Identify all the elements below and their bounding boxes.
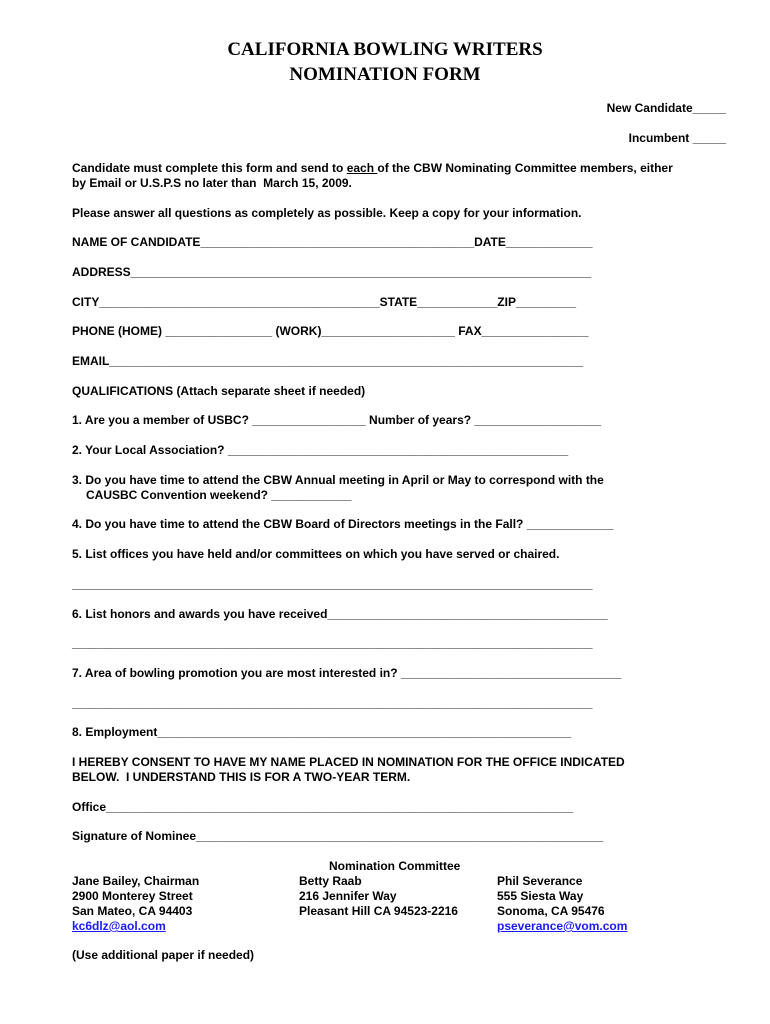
intro-line1: Candidate must complete this form and send to each of the CBW Nominating Committee members, either <box>72 161 673 175</box>
member-name: Jane Bailey, Chairman <box>72 874 200 888</box>
city-state-zip-field[interactable]: CITY__________________________________________STATE____________ZIP_________ <box>72 295 577 309</box>
member-street: 216 Jennifer Way <box>299 889 397 903</box>
question-2[interactable]: 2. Your Local Association? ___________________________________________________ <box>72 443 569 457</box>
question-6[interactable]: 6. List honors and awards you have received__________________________________________ <box>72 607 608 621</box>
member-street: 555 Siesta Way <box>497 889 584 903</box>
form-title-line2: NOMINATION FORM <box>289 64 481 85</box>
incumbent-field[interactable]: Incumbent _____ <box>628 131 726 145</box>
question-3-line1: 3. Do you have time to attend the CBW Annual meeting in April or May to correspond with the <box>72 473 604 487</box>
member-name: Phil Severance <box>497 874 583 888</box>
address-field[interactable]: ADDRESS_____________________________________________________________________ <box>72 265 592 279</box>
committee-heading: Nomination Committee <box>329 859 461 873</box>
name-date-field[interactable]: NAME OF CANDIDATE_________________________________________DATE_____________ <box>72 235 593 249</box>
member-street: 2900 Monterey Street <box>72 889 193 903</box>
question-6-answer-line[interactable]: ______________________________________________________________________________ <box>72 636 593 650</box>
consent-line1: I HEREBY CONSENT TO HAVE MY NAME PLACED IN NOMINATION FOR THE OFFICE INDICATED <box>72 755 625 769</box>
signature-field[interactable]: Signature of Nominee_____________________________________________________________ <box>72 829 604 843</box>
question-5-answer-line[interactable]: ______________________________________________________________________________ <box>72 577 593 591</box>
member-city: Pleasant Hill CA 94523-2216 <box>299 904 458 918</box>
form-title-line1: CALIFORNIA BOWLING WRITERS <box>227 39 543 60</box>
additional-paper-note: (Use additional paper if needed) <box>72 948 255 962</box>
consent-line2: BELOW. I UNDERSTAND THIS IS FOR A TWO-YEAR TERM. <box>72 770 411 784</box>
member-email-link[interactable]: kc6dlz@aol.com <box>72 919 166 933</box>
phone-field[interactable]: PHONE (HOME) ________________ (WORK)____________________ FAX________________ <box>72 324 589 338</box>
intro-instructions: Please answer all questions as completely as possible. Keep a copy for your information. <box>72 206 582 220</box>
member-city: San Mateo, CA 94403 <box>72 904 193 918</box>
question-5: 5. List offices you have held and/or committees on which you have served or chaired. <box>72 547 560 561</box>
question-3-line2[interactable]: CAUSBC Convention weekend? ____________ <box>86 488 352 502</box>
intro-line2: by Email or U.S.P.S no later than March 15, 2009. <box>72 176 352 190</box>
question-8[interactable]: 8. Employment______________________________________________________________ <box>72 725 572 739</box>
qualifications-heading: QUALIFICATIONS (Attach separate sheet if needed) <box>72 384 366 398</box>
question-4[interactable]: 4. Do you have time to attend the CBW Board of Directors meetings in the Fall? _____________ <box>72 517 614 531</box>
member-email-link[interactable]: pseverance@vom.com <box>497 919 628 933</box>
question-7[interactable]: 7. Area of bowling promotion you are most interested in? _________________________________ <box>72 666 622 680</box>
email-field[interactable]: EMAIL_______________________________________________________________________ <box>72 354 584 368</box>
new-candidate-field[interactable]: New Candidate_____ <box>606 101 726 115</box>
question-7-answer-line[interactable]: ______________________________________________________________________________ <box>72 696 593 710</box>
member-name: Betty Raab <box>299 874 362 888</box>
question-1[interactable]: 1. Are you a member of USBC? _________________ Number of years? ___________________ <box>72 413 602 427</box>
member-city: Sonoma, CA 95476 <box>497 904 605 918</box>
office-field[interactable]: Office______________________________________________________________________ <box>72 800 574 814</box>
